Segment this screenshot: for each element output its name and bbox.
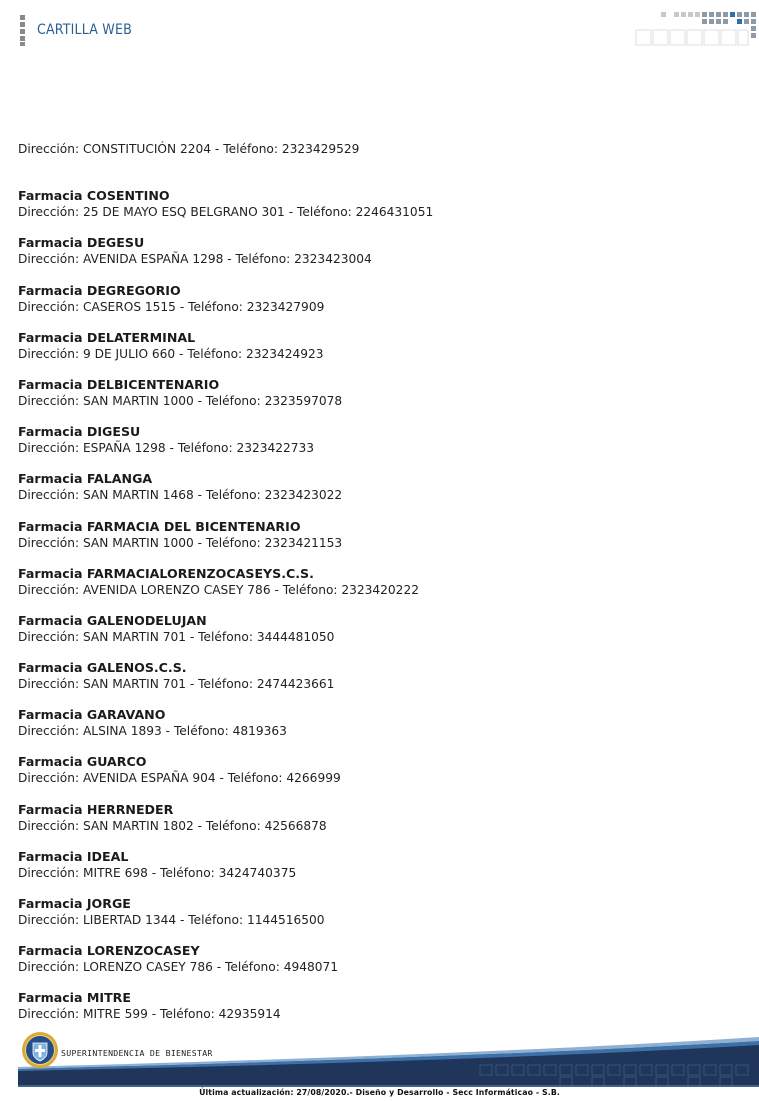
address-value: SAN MARTIN 1000: [82, 535, 194, 550]
address-value: CONSTITUCIÓN 2204: [82, 142, 212, 156]
pharmacy-entry: [18, 566, 738, 613]
pharmacy-address-line: Dirección: SAN MARTIN 1000 - Teléfono: 2323421153: [18, 535, 343, 550]
phone-label: Teléfono:: [188, 913, 244, 927]
pharmacy-entry: [18, 849, 738, 896]
pharmacy-prefix: Farmacia: [18, 707, 83, 723]
pharmacy-name-value: FALANGA: [86, 471, 153, 487]
pharmacy-address-line: Dirección: ALSINA 1893 - Teléfono: 4819363: [18, 724, 287, 739]
address-label: Dirección:: [18, 299, 80, 314]
pharmacy-name-value: FARMACIA DEL BICENTENARIO: [86, 518, 301, 534]
pharmacy-name-value: MITRE: [86, 990, 131, 1006]
address-value: LORENZO CASEY 786: [82, 960, 213, 975]
address-value: MITRE 599: [82, 1007, 148, 1022]
pharmacy-prefix: Farmacia: [18, 990, 83, 1006]
pharmacy-address-line: Dirección: SAN MARTIN 1802 - Teléfono: 42566878: [18, 818, 327, 833]
pharmacy-address-line: Dirección: LIBERTAD 1344 - Teléfono: 1144516500: [18, 913, 325, 927]
pharmacy-name-value: FARMACIALORENZOCASEYS.C.S.: [86, 565, 314, 581]
phone-label: Teléfono:: [282, 582, 338, 597]
pharmacy-address-line: Dirección: LORENZO CASEY 786 - Teléfono: 4948071: [18, 960, 338, 975]
phone-label: Teléfono:: [205, 393, 261, 408]
phone-value: 2323427909: [246, 299, 325, 314]
logo-bar-icon: [20, 42, 25, 46]
address-value: 9 DE JULIO 660: [82, 346, 176, 361]
address-label: Dirección:: [18, 629, 80, 644]
phone-label: Teléfono:: [187, 346, 243, 361]
address-label: Dirección:: [18, 818, 80, 833]
phone-label: Teléfono:: [205, 535, 261, 550]
pharmacy-name: [18, 990, 738, 1006]
address-label: Dirección:: [18, 771, 80, 786]
pharmacy-entry: [18, 613, 738, 660]
pharmacy-entry: [18, 235, 738, 282]
address-label: Dirección:: [18, 441, 80, 456]
address-value: AVENIDA ESPAÑA 904: [82, 771, 216, 786]
address-value: ESPAÑA 1298: [82, 441, 166, 456]
pharmacy-entry: [18, 896, 738, 943]
pharmacy-prefix: Farmacia: [18, 565, 83, 581]
pharmacy-address-line: Dirección: MITRE 698 - Teléfono: 3424740375: [18, 865, 297, 880]
pharmacy-prefix: Farmacia: [18, 329, 83, 345]
phone-value: 3424740375: [218, 865, 297, 880]
institution-seal-icon: [21, 1031, 59, 1069]
pharmacy-name-value: DIGESU: [86, 424, 141, 440]
pharmacy-name-value: DELATERMINAL: [86, 329, 196, 345]
phone-label: Teléfono:: [225, 960, 280, 975]
phone-value: 2323423022: [264, 488, 343, 503]
pharmacy-entry: [18, 754, 738, 801]
pharmacy-name: [18, 754, 738, 770]
pharmacy-name-value: JORGE: [86, 896, 131, 911]
pharmacy-prefix: Farmacia: [18, 896, 83, 911]
address-label: Dirección:: [18, 582, 80, 597]
pharmacy-name: [18, 235, 738, 251]
pharmacy-entry: [18, 283, 738, 330]
phone-value: 2323420222: [341, 582, 419, 597]
phone-value: 4819363: [232, 724, 287, 739]
pharmacy-address-line: Dirección: AVENIDA ESPAÑA 1298 - Teléfono: 2323423004: [18, 252, 372, 267]
phone-label: Teléfono:: [177, 441, 233, 456]
phone-label: Teléfono:: [188, 299, 243, 314]
pharmacy-prefix: Farmacia: [18, 754, 83, 770]
pharmacy-name-value: LORENZOCASEY: [86, 943, 200, 959]
phone-value: 42935914: [218, 1007, 281, 1022]
pharmacy-name: [18, 896, 738, 912]
pharmacy-entry: [18, 377, 738, 424]
pharmacy-name: [18, 519, 738, 535]
pharmacy-prefix: Farmacia: [18, 943, 83, 959]
pharmacy-prefix: Farmacia: [18, 801, 83, 817]
pharmacy-name-value: HERRNEDER: [86, 801, 174, 817]
phone-value: 1144516500: [246, 913, 325, 927]
pharmacy-name-value: DEGESU: [86, 235, 145, 251]
pharmacy-address-line: Dirección: CONSTITUCIÓN 2204 - Teléfono: 2323429529: [18, 142, 360, 156]
pharmacy-entry: [18, 330, 738, 377]
page-title: CARTILLA WEB: [37, 22, 132, 38]
logo-bar-icon: [20, 22, 25, 27]
pharmacy-name: [18, 283, 738, 299]
address-label: Dirección:: [18, 865, 80, 880]
pharmacy-entry: [18, 660, 738, 707]
pharmacy-address-line: Dirección: SAN MARTIN 1468 - Teléfono: 2323423022: [18, 488, 343, 503]
address-label: Dirección:: [18, 205, 80, 220]
pharmacy-name: [18, 707, 738, 723]
pharmacy-address-line: Dirección: 25 DE MAYO ESQ BELGRANO 301 - Teléfono: 2246431051: [18, 205, 434, 220]
pharmacy-address-line: Dirección: 9 DE JULIO 660 - Teléfono: 2323424923: [18, 346, 324, 361]
phone-label: Teléfono:: [198, 677, 253, 692]
phone-value: 42566878: [264, 818, 327, 833]
address-label: Dirección:: [18, 488, 80, 503]
phone-value: 2246431051: [355, 205, 434, 220]
pharmacy-list: [18, 141, 738, 1038]
pharmacy-name-value: IDEAL: [86, 848, 129, 864]
address-label: Dirección:: [18, 677, 80, 692]
pharmacy-name: [18, 566, 738, 582]
pharmacy-entry: [18, 943, 738, 990]
pharmacy-prefix: Farmacia: [18, 235, 83, 251]
address-label: Dirección:: [18, 393, 80, 408]
decorative-squares-icon: [634, 10, 759, 50]
address-value: ALSINA 1893: [82, 724, 162, 739]
phone-value: 2323422733: [236, 441, 315, 456]
address-label: Dirección:: [18, 252, 80, 267]
phone-value: 2323424923: [246, 346, 324, 361]
phone-label: Teléfono:: [205, 488, 261, 503]
phone-value: 2323429529: [281, 142, 360, 156]
address-value: MITRE 698: [82, 865, 148, 880]
pharmacy-name: [18, 849, 738, 865]
page-footer: [0, 1025, 759, 1101]
address-value: CASEROS 1515: [82, 299, 176, 314]
pharmacy-name: [18, 471, 738, 487]
pharmacy-entry: [18, 471, 738, 518]
phone-value: 4948071: [283, 960, 338, 975]
pharmacy-name: [18, 377, 738, 393]
pharmacy-name-value: GUARCO: [86, 754, 147, 770]
phone-value: 2323423004: [294, 252, 372, 267]
pharmacy-name: [18, 424, 738, 440]
phone-label: Teléfono:: [198, 629, 253, 644]
pharmacy-prefix: Farmacia: [18, 612, 83, 628]
pharmacy-name-value: GARAVANO: [86, 707, 166, 723]
pharmacy-entry: [18, 707, 738, 754]
phone-value: 3444481050: [256, 629, 335, 644]
pharmacy-entry: [18, 802, 738, 849]
address-label: Dirección:: [18, 1007, 80, 1022]
pharmacy-address-line: Dirección: AVENIDA LORENZO CASEY 786 - Teléfono: 2323420222: [18, 582, 419, 597]
phone-value: 2474423661: [256, 677, 335, 692]
phone-label: Teléfono:: [159, 865, 215, 880]
address-label: Dirección:: [18, 724, 80, 739]
pharmacy-address-line: Dirección: MITRE 599 - Teléfono: 42935914: [18, 1007, 281, 1022]
address-value: SAN MARTIN 701: [82, 629, 186, 644]
pharmacy-address-line: Dirección: CASEROS 1515 - Teléfono: 2323427909: [18, 299, 325, 314]
address-value: SAN MARTIN 1000: [82, 393, 194, 408]
pharmacy-prefix: Farmacia: [18, 282, 83, 298]
address-label: Dirección:: [18, 142, 80, 156]
address-value: SAN MARTIN 1802: [82, 818, 194, 833]
address-value: SAN MARTIN 701: [82, 677, 186, 692]
phone-label: Teléfono:: [173, 724, 229, 739]
pharmacy-prefix: Farmacia: [18, 848, 83, 864]
logo-bar-icon: [20, 15, 25, 20]
address-value: SAN MARTIN 1468: [82, 488, 194, 503]
address-label: Dirección:: [18, 960, 80, 975]
phone-value: 2323421153: [264, 535, 343, 550]
pharmacy-name-value: GALENODELUJAN: [86, 612, 207, 628]
address-value: AVENIDA ESPAÑA 1298: [82, 252, 224, 267]
last-update-note: Última actualización: 27/08/2020.- Diseño y Desarrollo - Secc Informáticao - S.B.: [199, 1088, 560, 1097]
pharmacy-prefix: Farmacia: [18, 188, 83, 204]
pharmacy-prefix: Farmacia: [18, 376, 83, 392]
pharmacy-address-line: Dirección: SAN MARTIN 1000 - Teléfono: 2323597078: [18, 393, 343, 408]
phone-label: Teléfono:: [296, 205, 352, 220]
address-label: Dirección:: [18, 913, 80, 927]
address-label: Dirección:: [18, 535, 80, 550]
pharmacy-entry: [18, 188, 738, 235]
pharmacy-entry: [18, 141, 738, 188]
pharmacy-address-line: Dirección: AVENIDA ESPAÑA 904 - Teléfono: 4266999: [18, 771, 341, 786]
phone-label: Teléfono:: [223, 142, 278, 156]
address-value: AVENIDA LORENZO CASEY 786: [82, 582, 271, 597]
pharmacy-name-value: GALENOS.C.S.: [86, 660, 187, 676]
logo-bar-icon: [20, 29, 25, 34]
pharmacy-name-value: COSENTINO: [86, 188, 170, 204]
phone-label: Teléfono:: [235, 252, 291, 267]
pharmacy-name: [18, 660, 738, 676]
phone-value: 4266999: [286, 771, 341, 786]
pharmacy-name: [18, 613, 738, 629]
pharmacy-address-line: Dirección: SAN MARTIN 701 - Teléfono: 2474423661: [18, 677, 335, 692]
phone-label: Teléfono:: [159, 1007, 215, 1022]
phone-label: Teléfono:: [205, 818, 261, 833]
phone-label: Teléfono:: [227, 771, 283, 786]
pharmacy-name-value: DELBICENTENARIO: [86, 376, 220, 392]
pharmacy-prefix: Farmacia: [18, 518, 83, 534]
pharmacy-prefix: Farmacia: [18, 471, 83, 487]
pharmacy-entry: [18, 519, 738, 566]
page-header: [0, 0, 759, 60]
address-value: 25 DE MAYO ESQ BELGRANO 301: [82, 205, 285, 220]
pharmacy-name: [18, 330, 738, 346]
address-label: Dirección:: [18, 346, 80, 361]
pharmacy-name: [18, 188, 738, 204]
pharmacy-address-line: Dirección: ESPAÑA 1298 - Teléfono: 2323422733: [18, 441, 315, 456]
pharmacy-prefix: Farmacia: [18, 660, 83, 676]
logo-bar-icon: [20, 36, 25, 41]
organization-name: SUPERINTENDENCIA DE BIENESTAR: [61, 1048, 213, 1058]
pharmacy-name-value: DEGREGORIO: [86, 282, 181, 298]
pharmacy-address-line: Dirección: SAN MARTIN 701 - Teléfono: 3444481050: [18, 629, 335, 644]
address-value: LIBERTAD 1344: [82, 913, 177, 927]
pharmacy-name: [18, 943, 738, 959]
phone-value: 2323597078: [264, 393, 343, 408]
pharmacy-prefix: Farmacia: [18, 424, 83, 440]
pharmacy-name: [18, 802, 738, 818]
pharmacy-entry: [18, 424, 738, 471]
